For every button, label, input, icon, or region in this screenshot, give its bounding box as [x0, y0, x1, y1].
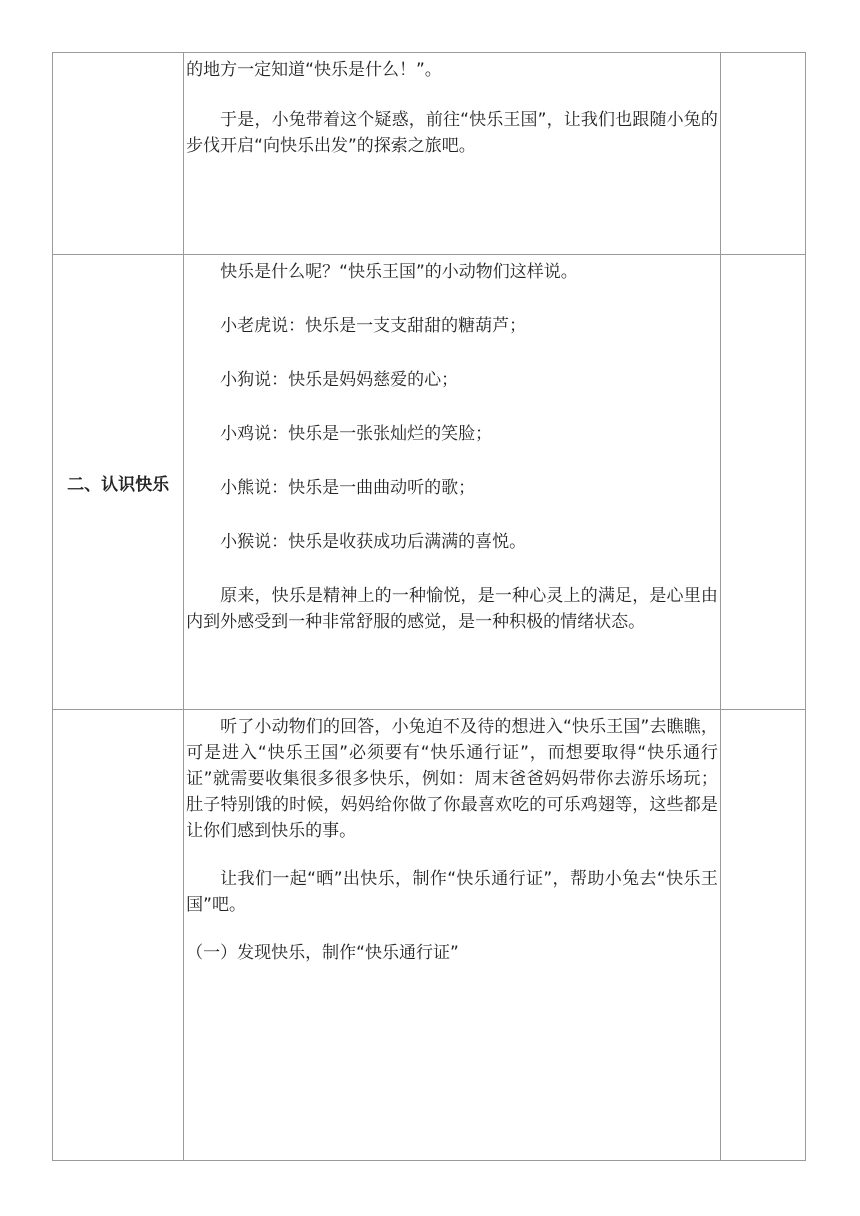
lesson-plan-table — [52, 52, 806, 1161]
notes-cell — [720, 255, 805, 710]
content-cell — [184, 710, 721, 1161]
section-title: 二、认识快乐 — [53, 255, 184, 710]
paragraph: 的地方一定知道“快乐是什么！”。 — [186, 60, 442, 80]
paragraph: 小熊说：快乐是一曲曲动听的歌； — [220, 478, 476, 498]
paragraph: 小鸡说：快乐是一张张灿烂的笑脸； — [220, 424, 493, 444]
paragraph: 原来，快乐是精神上的一种愉悦，是一种心灵上的满足，是心里由内到外感受到一种非常舒服的感觉，是一种积极的情绪状态。 — [186, 586, 718, 632]
paragraph: 让我们一起“晒”出快乐，制作“快乐通行证”，帮助小兔去“快乐王国”吧。 — [186, 869, 718, 915]
paragraph: 小狗说：快乐是妈妈慈爱的心； — [220, 370, 459, 390]
section-cell — [53, 53, 184, 255]
table-row — [53, 710, 806, 1161]
table-row — [53, 255, 806, 710]
paragraph: 小猴说：快乐是收获成功后满满的喜悦。 — [220, 532, 527, 552]
paragraph: 听了小动物们的回答，小兔迫不及待的想进入“快乐王国”去瞧瞧，可是进入“快乐王国”必须要有“快乐通行证”，而想要取得“快乐通行证”就需要收集很多很多快乐，例如：周末爸爸妈妈带你去游乐场玩；肚子特别饿的时候，妈妈给你做了你最喜欢吃的可乐鸡翅等，这些都是让你们感到快乐的事。 — [186, 717, 718, 841]
notes-cell — [720, 53, 805, 255]
paragraph: 小老虎说：快乐是一支支甜甜的糖葫芦； — [220, 316, 527, 336]
section-cell — [53, 710, 184, 1161]
notes-cell — [720, 710, 805, 1161]
content-cell — [184, 53, 721, 255]
paragraph: 快乐是什么呢？“快乐王国”的小动物们这样说。 — [220, 262, 578, 282]
content-cell — [184, 255, 721, 710]
subheading: （一）发现快乐，制作“快乐通行证” — [186, 943, 459, 963]
table-row — [53, 53, 806, 255]
paragraph: 于是，小兔带着这个疑惑，前往“快乐王国”，让我们也跟随小兔的步伐开启“向快乐出发”的探索之旅吧。 — [186, 110, 718, 156]
